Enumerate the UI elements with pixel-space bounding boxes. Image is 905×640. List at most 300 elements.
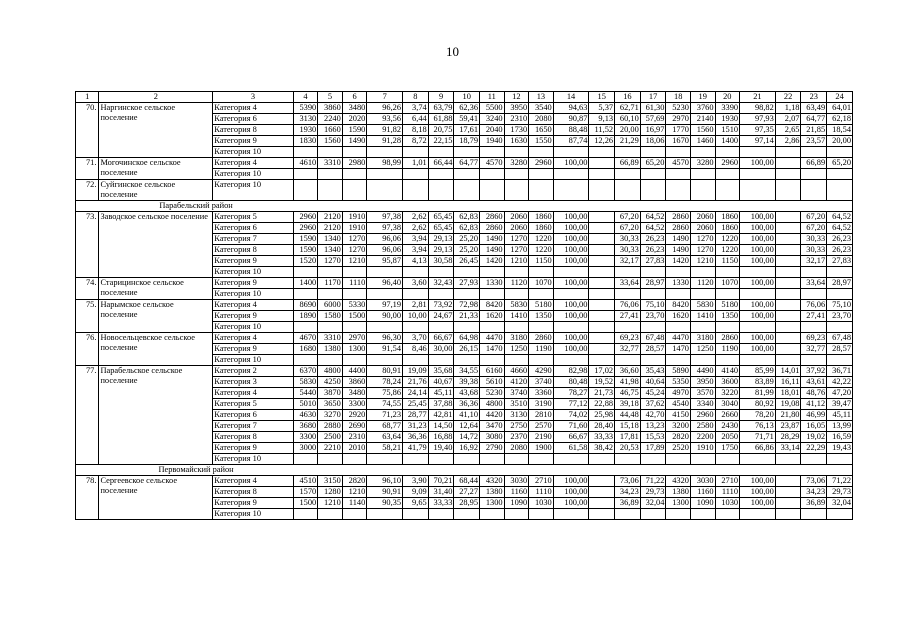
- value-cell: 1380: [480, 487, 505, 498]
- value-cell: 62,36: [454, 103, 480, 114]
- value-cell: 30,00: [428, 344, 454, 355]
- value-cell: 62,83: [454, 212, 480, 223]
- value-cell: 34,55: [454, 366, 480, 377]
- value-cell: [615, 267, 641, 278]
- value-cell: 16,05: [801, 421, 827, 432]
- value-cell: [367, 322, 403, 333]
- value-cell: 4,13: [403, 256, 429, 267]
- value-cell: 97,38: [367, 223, 403, 234]
- value-cell: 31,40: [428, 487, 454, 498]
- value-cell: 2050: [715, 432, 740, 443]
- value-cell: 67,48: [827, 333, 853, 344]
- value-cell: 37,92: [801, 366, 827, 377]
- value-cell: [293, 454, 318, 465]
- value-cell: 64,52: [640, 223, 666, 234]
- category-cell: Категория 7: [213, 234, 293, 245]
- category-cell: Категория 9: [213, 443, 293, 454]
- value-cell: 100,00: [740, 223, 776, 234]
- value-cell: 64,01: [827, 103, 853, 114]
- value-cell: 4140: [715, 366, 740, 377]
- value-cell: [553, 355, 589, 366]
- value-cell: 2810: [529, 410, 554, 421]
- value-cell: 100,00: [740, 333, 776, 344]
- value-cell: [740, 454, 776, 465]
- value-cell: 3200: [666, 421, 691, 432]
- value-cell: 1560: [690, 125, 715, 136]
- value-cell: 4120: [504, 377, 529, 388]
- value-cell: 5830: [690, 300, 715, 311]
- value-cell: 38,42: [589, 443, 615, 454]
- category-cell: Категория 10: [213, 509, 293, 520]
- district-spacer: [76, 201, 99, 212]
- district-name: Парабельский район: [99, 201, 293, 212]
- value-cell: 36,71: [827, 366, 853, 377]
- value-cell: 1,01: [403, 158, 429, 169]
- value-cell: 1650: [529, 125, 554, 136]
- value-cell: 26,23: [827, 245, 853, 256]
- value-cell: 2,65: [775, 125, 801, 136]
- value-cell: 1560: [318, 136, 343, 147]
- value-cell: 1900: [529, 443, 554, 454]
- category-cell: Категория 10: [213, 147, 293, 158]
- value-cell: 2020: [342, 114, 367, 125]
- value-cell: 2750: [504, 421, 529, 432]
- value-cell: 100,00: [740, 300, 776, 311]
- value-cell: 95,87: [367, 256, 403, 267]
- value-cell: 18,06: [640, 136, 666, 147]
- value-cell: 66,67: [553, 432, 589, 443]
- value-cell: 1220: [715, 245, 740, 256]
- value-cell: [740, 355, 776, 366]
- value-cell: 1300: [666, 498, 691, 509]
- value-cell: 29,13: [428, 234, 454, 245]
- value-cell: [553, 322, 589, 333]
- value-cell: 3480: [342, 103, 367, 114]
- value-cell: 23,87: [775, 421, 801, 432]
- value-cell: 39,38: [454, 377, 480, 388]
- value-cell: 75,86: [367, 388, 403, 399]
- value-cell: 57,69: [640, 114, 666, 125]
- value-cell: 19,43: [827, 443, 853, 454]
- value-cell: 28,29: [775, 432, 801, 443]
- value-cell: [428, 289, 454, 300]
- value-cell: [589, 333, 615, 344]
- value-cell: 36,89: [615, 498, 641, 509]
- value-cell: [666, 169, 691, 180]
- value-cell: 1660: [318, 125, 343, 136]
- value-cell: [801, 322, 827, 333]
- value-cell: 41,10: [454, 410, 480, 421]
- value-cell: 100,00: [553, 234, 589, 245]
- value-cell: [666, 355, 691, 366]
- value-cell: [640, 355, 666, 366]
- value-cell: 3950: [504, 103, 529, 114]
- value-cell: 1270: [504, 234, 529, 245]
- value-cell: 25,20: [454, 234, 480, 245]
- value-cell: 1860: [715, 212, 740, 223]
- value-cell: 2820: [666, 432, 691, 443]
- value-cell: 20,53: [615, 443, 641, 454]
- value-cell: 100,00: [553, 344, 589, 355]
- district-spacer: [293, 465, 852, 476]
- value-cell: 100,00: [740, 498, 776, 509]
- value-cell: 32,43: [428, 278, 454, 289]
- value-cell: [589, 147, 615, 158]
- value-cell: [403, 180, 429, 201]
- value-cell: 9,09: [403, 487, 429, 498]
- value-cell: 18,79: [454, 136, 480, 147]
- value-cell: 3740: [529, 377, 554, 388]
- value-cell: 5010: [293, 399, 318, 410]
- value-cell: 1750: [715, 443, 740, 454]
- value-cell: 3870: [318, 388, 343, 399]
- value-cell: 74,02: [553, 410, 589, 421]
- value-cell: 61,88: [428, 114, 454, 125]
- value-cell: 1910: [690, 443, 715, 454]
- value-cell: [640, 147, 666, 158]
- value-cell: 98,82: [740, 103, 776, 114]
- value-cell: [293, 180, 318, 201]
- value-cell: 2190: [529, 432, 554, 443]
- value-cell: 3190: [529, 399, 554, 410]
- column-header: 9: [428, 92, 454, 103]
- value-cell: 1670: [666, 136, 691, 147]
- value-cell: 40,64: [640, 377, 666, 388]
- value-cell: 4290: [529, 366, 554, 377]
- value-cell: 1150: [715, 256, 740, 267]
- value-cell: [775, 212, 801, 223]
- value-cell: 20,75: [428, 125, 454, 136]
- value-cell: 5610: [480, 377, 505, 388]
- value-cell: 16,11: [775, 377, 801, 388]
- value-cell: 1380: [666, 487, 691, 498]
- value-cell: 65,45: [428, 223, 454, 234]
- value-cell: 3150: [318, 476, 343, 487]
- value-cell: [615, 322, 641, 333]
- value-cell: [553, 509, 589, 520]
- value-cell: 32,04: [827, 498, 853, 509]
- value-cell: [589, 487, 615, 498]
- value-cell: 20,00: [827, 136, 853, 147]
- column-header: 19: [690, 92, 715, 103]
- value-cell: [367, 355, 403, 366]
- value-cell: 1490: [666, 245, 691, 256]
- value-cell: 29,73: [827, 487, 853, 498]
- value-cell: 29,73: [640, 487, 666, 498]
- value-cell: 35,68: [428, 366, 454, 377]
- value-cell: 1070: [529, 278, 554, 289]
- value-cell: 63,64: [367, 432, 403, 443]
- value-cell: 47,20: [827, 388, 853, 399]
- value-cell: 71,22: [640, 476, 666, 487]
- value-cell: 3310: [318, 158, 343, 169]
- value-cell: 1030: [529, 498, 554, 509]
- value-cell: 76,06: [615, 300, 641, 311]
- value-cell: 39,18: [615, 399, 641, 410]
- value-cell: [454, 180, 480, 201]
- value-cell: 26,23: [827, 234, 853, 245]
- value-cell: [775, 476, 801, 487]
- category-cell: Категория 8: [213, 432, 293, 443]
- value-cell: 82,98: [553, 366, 589, 377]
- value-cell: [775, 180, 801, 201]
- value-cell: 3030: [690, 476, 715, 487]
- value-cell: [480, 322, 505, 333]
- category-cell: Категория 9: [213, 256, 293, 267]
- value-cell: [690, 454, 715, 465]
- value-cell: 100,00: [740, 278, 776, 289]
- value-cell: 39,47: [827, 399, 853, 410]
- value-cell: [367, 267, 403, 278]
- value-cell: 2,07: [775, 114, 801, 125]
- district-name: Первомайский район: [99, 465, 293, 476]
- value-cell: 5440: [293, 388, 318, 399]
- value-cell: 70,21: [428, 476, 454, 487]
- category-cell: Категория 4: [213, 158, 293, 169]
- value-cell: [690, 267, 715, 278]
- value-cell: 81,99: [740, 388, 776, 399]
- value-cell: [775, 487, 801, 498]
- district-spacer: [293, 201, 852, 212]
- table-row: [76, 366, 853, 377]
- category-cell: Категория 5: [213, 212, 293, 223]
- value-cell: [367, 147, 403, 158]
- value-cell: 91,28: [367, 136, 403, 147]
- value-cell: 4540: [666, 399, 691, 410]
- value-cell: [480, 289, 505, 300]
- value-cell: [428, 355, 454, 366]
- value-cell: 4320: [480, 476, 505, 487]
- value-cell: 3650: [318, 399, 343, 410]
- value-cell: 2880: [318, 421, 343, 432]
- value-cell: 67,20: [615, 223, 641, 234]
- category-cell: Категория 4: [213, 300, 293, 311]
- value-cell: 16,88: [428, 432, 454, 443]
- value-cell: 1270: [318, 256, 343, 267]
- value-cell: [715, 322, 740, 333]
- value-cell: 64,77: [801, 114, 827, 125]
- value-cell: 2060: [690, 212, 715, 223]
- value-cell: [428, 509, 454, 520]
- value-cell: [640, 509, 666, 520]
- column-header: 23: [801, 92, 827, 103]
- value-cell: [589, 223, 615, 234]
- value-cell: 66,44: [428, 158, 454, 169]
- value-cell: 97,14: [740, 136, 776, 147]
- category-cell: Категория 9: [213, 278, 293, 289]
- value-cell: 2370: [504, 432, 529, 443]
- value-cell: [640, 322, 666, 333]
- value-cell: [480, 355, 505, 366]
- value-cell: [589, 180, 615, 201]
- value-cell: [454, 355, 480, 366]
- value-cell: 1090: [690, 498, 715, 509]
- value-cell: 1770: [666, 125, 691, 136]
- value-cell: [666, 180, 691, 201]
- value-cell: 2570: [529, 421, 554, 432]
- value-cell: 100,00: [553, 333, 589, 344]
- value-cell: [454, 169, 480, 180]
- value-cell: 1220: [715, 234, 740, 245]
- value-cell: 1940: [480, 136, 505, 147]
- value-cell: 34,23: [615, 487, 641, 498]
- value-cell: 8,72: [403, 136, 429, 147]
- value-cell: 3390: [715, 103, 740, 114]
- value-cell: 59,41: [454, 114, 480, 125]
- value-cell: [342, 355, 367, 366]
- value-cell: 3860: [342, 377, 367, 388]
- value-cell: 2430: [715, 421, 740, 432]
- value-cell: [553, 454, 589, 465]
- value-cell: 67,20: [801, 223, 827, 234]
- value-cell: 33,64: [801, 278, 827, 289]
- value-cell: 1500: [342, 311, 367, 322]
- value-cell: [715, 289, 740, 300]
- value-cell: 1160: [690, 487, 715, 498]
- value-cell: 1490: [342, 136, 367, 147]
- value-cell: 100,00: [740, 245, 776, 256]
- value-cell: [640, 169, 666, 180]
- value-cell: [589, 158, 615, 169]
- value-cell: 4630: [293, 410, 318, 421]
- value-cell: [615, 169, 641, 180]
- value-cell: [775, 355, 801, 366]
- value-cell: 3,90: [403, 476, 429, 487]
- value-cell: 1340: [318, 234, 343, 245]
- value-cell: 1270: [504, 245, 529, 256]
- value-cell: [480, 267, 505, 278]
- value-cell: 4150: [666, 410, 691, 421]
- value-cell: 85,99: [740, 366, 776, 377]
- value-cell: 3950: [690, 377, 715, 388]
- value-cell: 97,93: [740, 114, 776, 125]
- value-cell: 67,20: [801, 212, 827, 223]
- value-cell: [589, 311, 615, 322]
- value-cell: 100,00: [553, 487, 589, 498]
- category-cell: Категория 2: [213, 366, 293, 377]
- value-cell: 1500: [293, 498, 318, 509]
- value-cell: [293, 147, 318, 158]
- value-cell: 73,92: [428, 300, 454, 311]
- settlement-name: Могочинское сельское поселение: [99, 158, 213, 180]
- value-cell: 2010: [342, 443, 367, 454]
- settlement-number: 70.: [76, 103, 99, 158]
- value-cell: 74,55: [367, 399, 403, 410]
- value-cell: 43,61: [801, 377, 827, 388]
- value-cell: 4970: [666, 388, 691, 399]
- value-cell: 98,99: [367, 158, 403, 169]
- value-cell: 1110: [529, 487, 554, 498]
- value-cell: 3130: [504, 410, 529, 421]
- value-cell: 2060: [504, 223, 529, 234]
- table-row: [76, 278, 853, 289]
- value-cell: [318, 180, 343, 201]
- value-cell: 71,23: [367, 410, 403, 421]
- value-cell: 26,15: [454, 344, 480, 355]
- value-cell: [640, 454, 666, 465]
- value-cell: 21,85: [801, 125, 827, 136]
- value-cell: 14,50: [428, 421, 454, 432]
- value-cell: 1410: [690, 311, 715, 322]
- value-cell: 64,98: [454, 333, 480, 344]
- value-cell: 16,92: [454, 443, 480, 454]
- value-cell: 78,27: [553, 388, 589, 399]
- settlement-name: Заводское сельское поселение: [99, 212, 213, 278]
- value-cell: 30,33: [615, 245, 641, 256]
- value-cell: 1380: [318, 344, 343, 355]
- value-cell: [775, 169, 801, 180]
- value-cell: 1270: [342, 234, 367, 245]
- value-cell: 96,30: [367, 333, 403, 344]
- value-cell: 1520: [293, 256, 318, 267]
- value-cell: [504, 289, 529, 300]
- value-cell: 80,91: [367, 366, 403, 377]
- value-cell: 2120: [318, 223, 343, 234]
- value-cell: 60,10: [615, 114, 641, 125]
- value-cell: 1210: [342, 256, 367, 267]
- value-cell: [342, 147, 367, 158]
- value-cell: 15,53: [640, 432, 666, 443]
- value-cell: 1210: [342, 487, 367, 498]
- column-header: 5: [318, 92, 343, 103]
- value-cell: [318, 289, 343, 300]
- value-cell: 3270: [318, 410, 343, 421]
- value-cell: 1160: [504, 487, 529, 498]
- value-cell: 3,60: [403, 278, 429, 289]
- settlement-number: 74.: [76, 278, 99, 300]
- value-cell: 72,98: [454, 300, 480, 311]
- value-cell: [367, 169, 403, 180]
- value-cell: 1250: [504, 344, 529, 355]
- value-cell: 62,71: [615, 103, 641, 114]
- value-cell: 1890: [293, 311, 318, 322]
- value-cell: [318, 355, 343, 366]
- value-cell: 1550: [529, 136, 554, 147]
- value-cell: [589, 289, 615, 300]
- value-cell: 42,22: [827, 377, 853, 388]
- value-cell: 3,94: [403, 245, 429, 256]
- value-cell: 1400: [293, 278, 318, 289]
- value-cell: [403, 147, 429, 158]
- column-header: 8: [403, 92, 429, 103]
- value-cell: [589, 509, 615, 520]
- value-cell: 73,06: [801, 476, 827, 487]
- value-cell: 22,88: [589, 399, 615, 410]
- value-cell: 3280: [504, 158, 529, 169]
- value-cell: 71,22: [827, 476, 853, 487]
- value-cell: [403, 289, 429, 300]
- value-cell: 77,12: [553, 399, 589, 410]
- value-cell: [342, 289, 367, 300]
- value-cell: 19,52: [589, 377, 615, 388]
- value-cell: 42,70: [640, 410, 666, 421]
- value-cell: [827, 169, 853, 180]
- value-cell: [367, 289, 403, 300]
- value-cell: 1590: [293, 234, 318, 245]
- value-cell: 6000: [318, 300, 343, 311]
- value-cell: 41,12: [801, 399, 827, 410]
- value-cell: 28,97: [827, 278, 853, 289]
- value-cell: 8420: [666, 300, 691, 311]
- value-cell: 2960: [690, 410, 715, 421]
- value-cell: 1470: [666, 344, 691, 355]
- value-cell: 33,33: [589, 432, 615, 443]
- value-cell: 4320: [666, 476, 691, 487]
- value-cell: [367, 180, 403, 201]
- category-cell: Категория 6: [213, 114, 293, 125]
- value-cell: 19,08: [775, 399, 801, 410]
- value-cell: 100,00: [740, 311, 776, 322]
